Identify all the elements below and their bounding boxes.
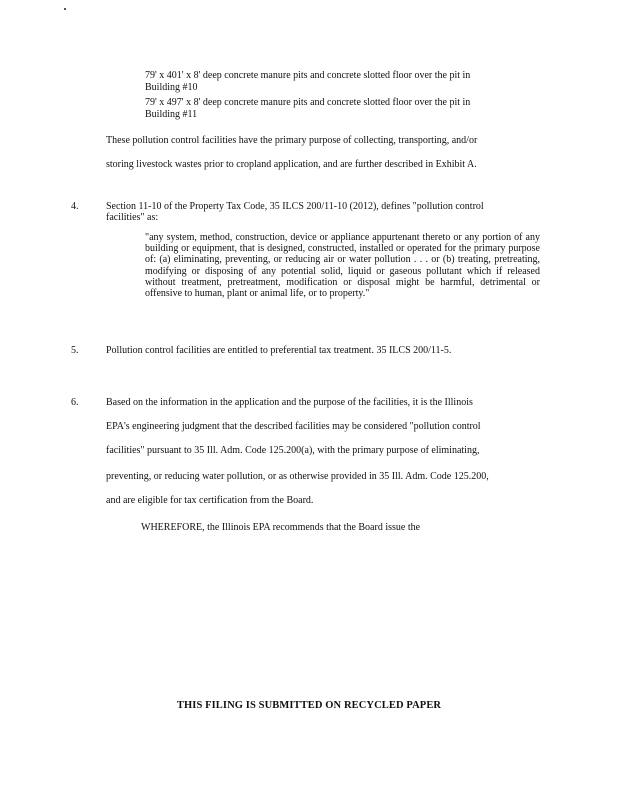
item-line-4: Building #11 [145, 109, 198, 120]
intro-line-2: storing livestock wastes prior to cropland application, and are further described in Exhibit A. [106, 159, 477, 170]
para4-number: 4. [71, 201, 79, 212]
item-line-1: 79' x 401' x 8' deep concrete manure pits and concrete slotted floor over the pit in [145, 70, 471, 81]
para6-line-2: EPA's engineering judgment that the described facilities may be considered "pollution control [106, 421, 481, 432]
para5-text: Pollution control facilities are entitled to preferential tax treatment. 35 ILCS 200/11-5. [106, 345, 452, 356]
recycled-paper-footer: THIS FILING IS SUBMITTED ON RECYCLED PAPER [176, 700, 442, 711]
intro-line-1: These pollution control facilities have the primary purpose of collecting, transporting, and/or [106, 135, 478, 146]
para5-number: 5. [71, 345, 79, 356]
scan-speck [64, 8, 66, 10]
wherefore-line: WHEREFORE, the Illinois EPA recommends that the Board issue the [141, 522, 421, 533]
para6-line-3: facilities" pursuant to 35 Ill. Adm. Code 125.200(a), with the primary purpose of eliminating, [106, 445, 480, 456]
para6-line-5: and are eligible for tax certification from the Board. [106, 495, 314, 506]
para6-line-4: preventing, or reducing water pollution, or as otherwise provided in 35 Ill. Adm. Code 125.200, [106, 471, 489, 482]
para4-line-1: Section 11-10 of the Property Tax Code, 35 ILCS 200/11-10 (2012), defines "pollution control [106, 201, 484, 212]
para6-line-1: Based on the information in the application and the purpose of the facilities, it is the Illinois [106, 397, 473, 408]
item-line-2: Building #10 [145, 82, 198, 93]
para6-number: 6. [71, 397, 79, 408]
item-line-3: 79' x 497' x 8' deep concrete manure pits and concrete slotted floor over the pit in [145, 97, 471, 108]
para4-line-2: facilities" as: [106, 212, 159, 223]
statute-quote: "any system, method, construction, device or appliance appurtenant thereto or any portion of any building or equipment, that is designed, constructed, installed or operated for the primary purpose of: (a) eliminating, preventing, or reducing air or water pollution . . . or (b) treating, pretreating, modifying or disposing of any potential solid, liquid or gaseous pollutant which if released without treatment, pretreatment, modification or disposal might be harmful, detrimental or offensive to human, plant or animal life, or to property." [145, 232, 540, 300]
